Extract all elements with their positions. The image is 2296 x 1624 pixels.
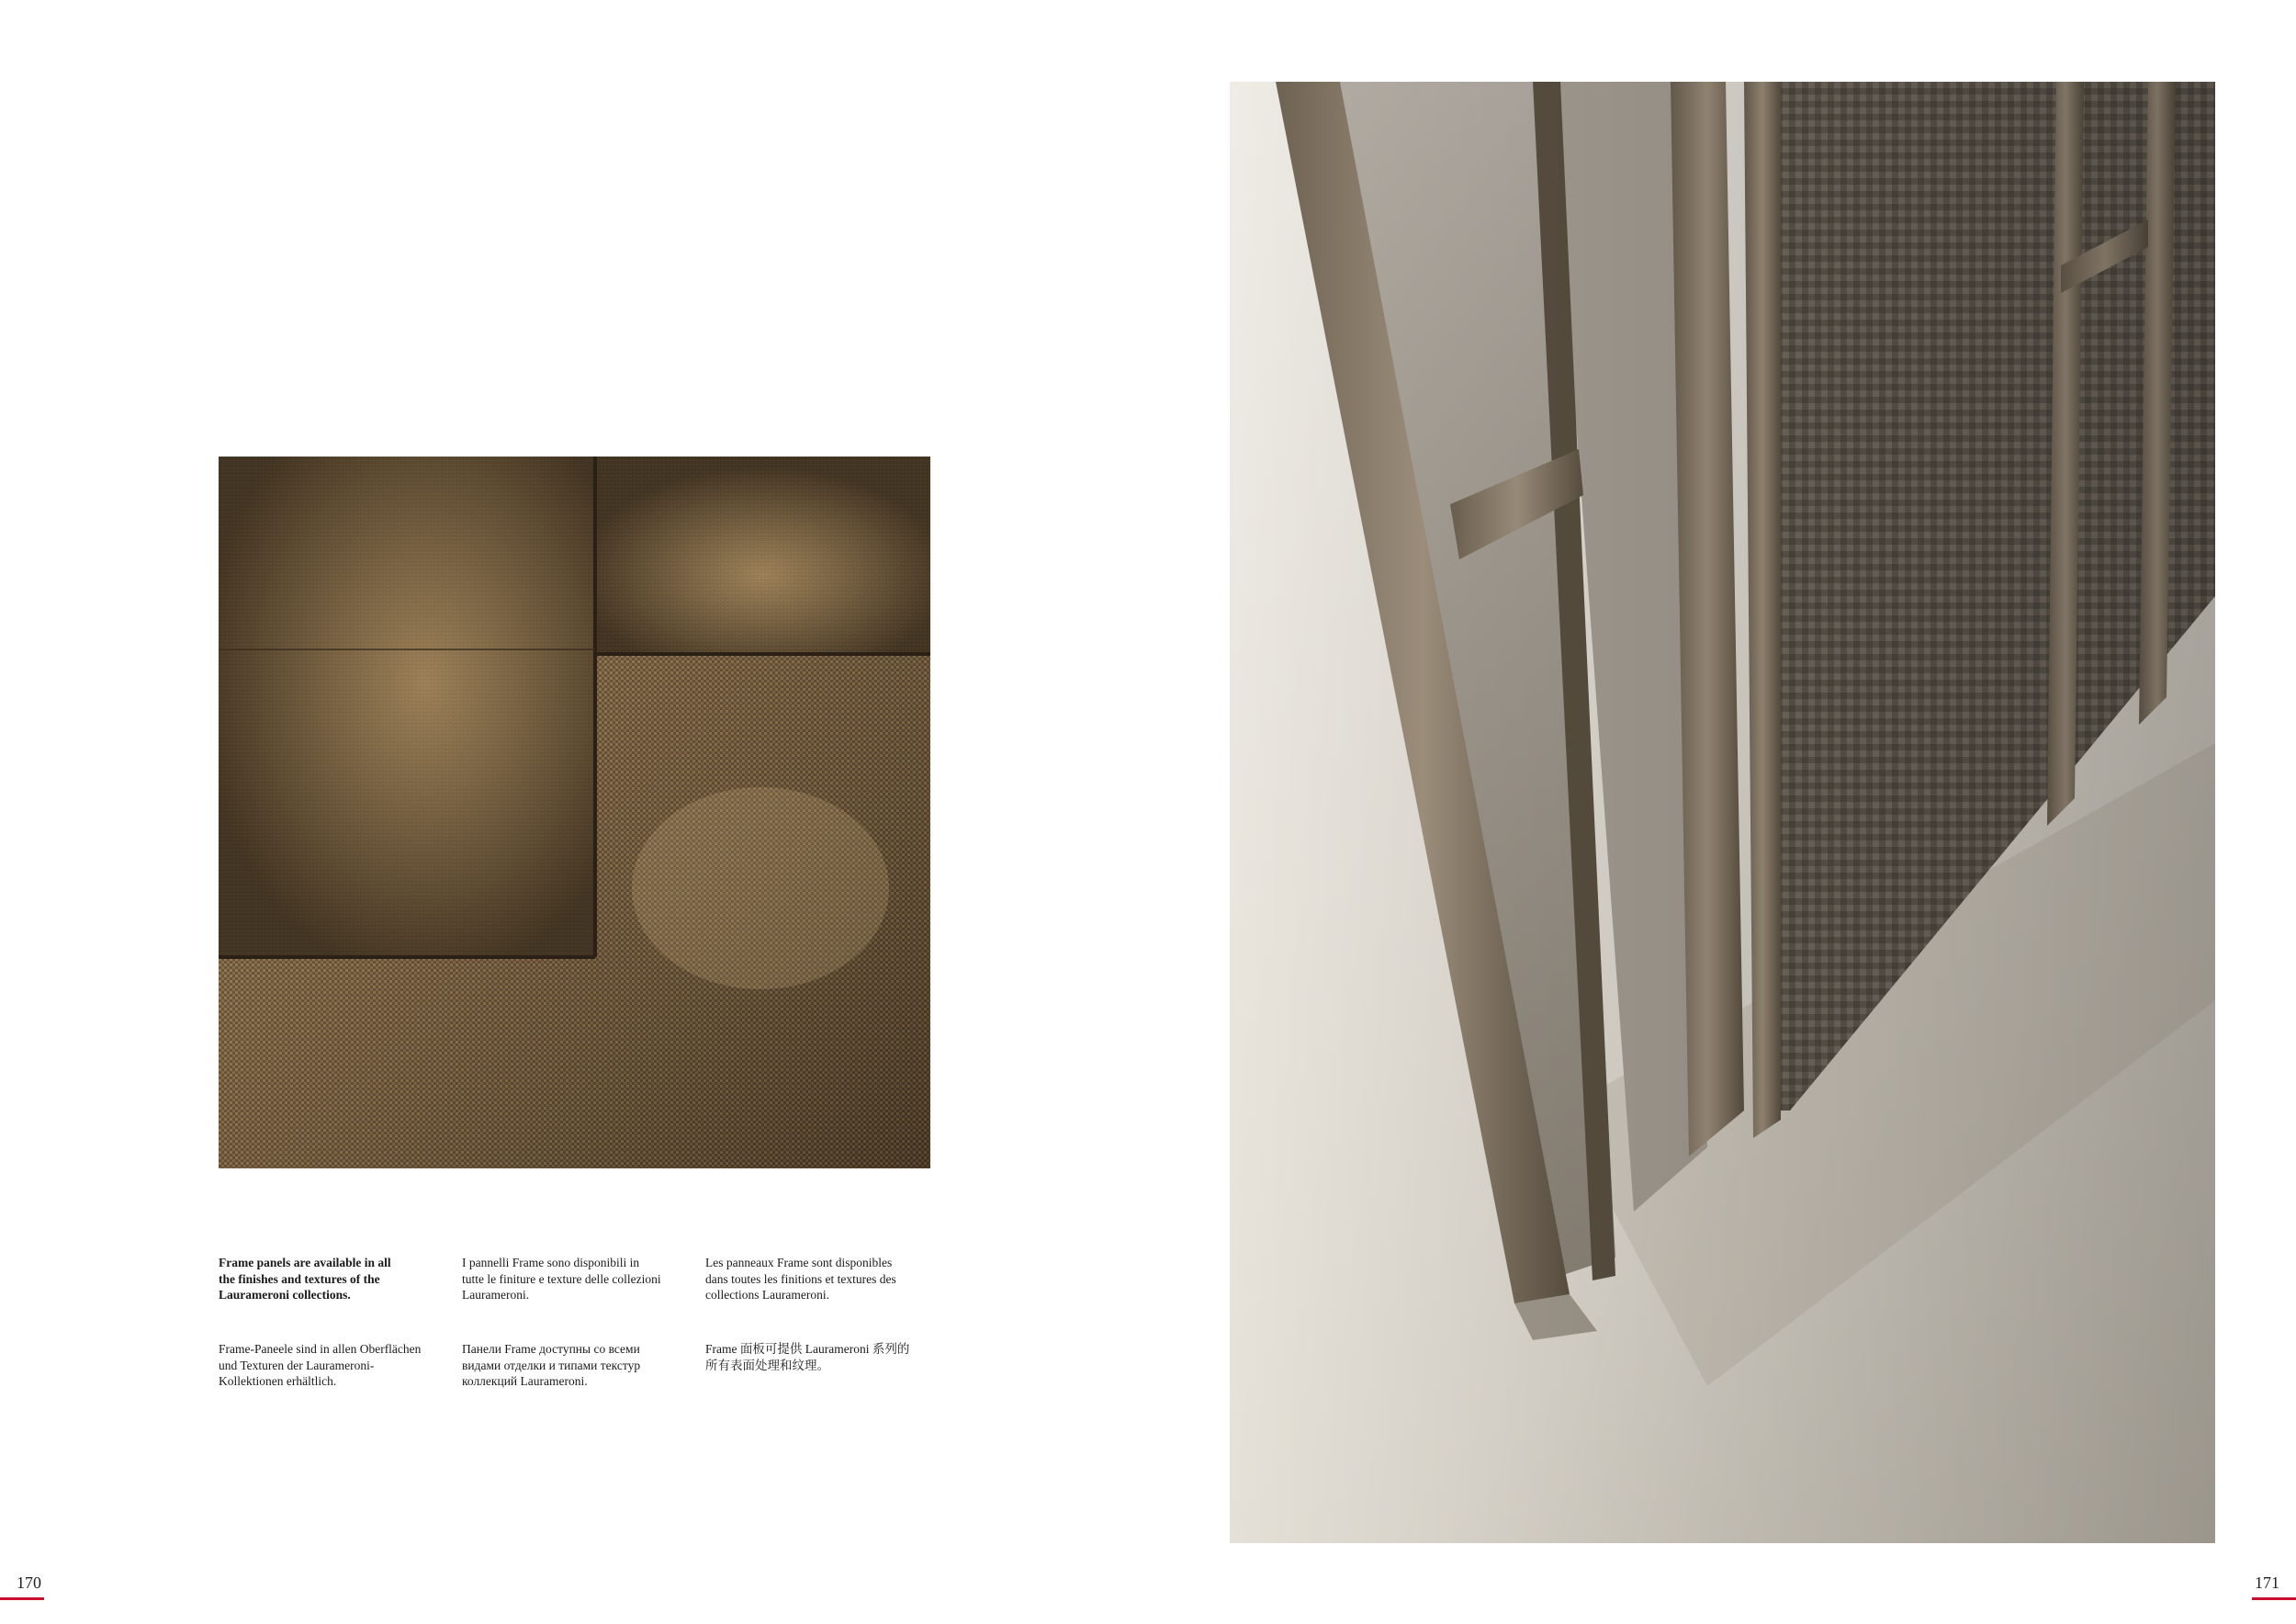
- page-number-right: 171: [2255, 1573, 2279, 1592]
- multilingual-captions: [219, 1255, 935, 1402]
- caption-chinese: Frame 面板可提供 Laurameroni 系列的 所有表面处理和纹理。: [705, 1342, 910, 1372]
- frame-panels-photo: [1230, 82, 2215, 1543]
- caption-german: Frame-Paneele sind in allen Oberflächen und Texturen der Laurameroni- Kollektionen erhältlich.: [219, 1342, 422, 1388]
- caption-english: Frame panels are available in all the finishes and textures of the Laurameroni collections.: [219, 1256, 391, 1302]
- page-number-left: 170: [17, 1573, 41, 1592]
- caption-russian: Панели Frame доступны со всеми видами отделки и типами текстур коллекций Laurameroni.: [462, 1342, 641, 1388]
- caption-italian: I pannelli Frame sono disponibili in tutte le finiture e texture delle collezioni Laurameroni.: [462, 1256, 661, 1302]
- texture-swatch-image: [219, 457, 930, 1168]
- folio-rule-left: [0, 1597, 44, 1600]
- caption-french: Les panneaux Frame sont disponibles dans toutes les finitions et textures des collections Laurameroni.: [705, 1256, 896, 1302]
- folio-rule-right: [2252, 1597, 2296, 1600]
